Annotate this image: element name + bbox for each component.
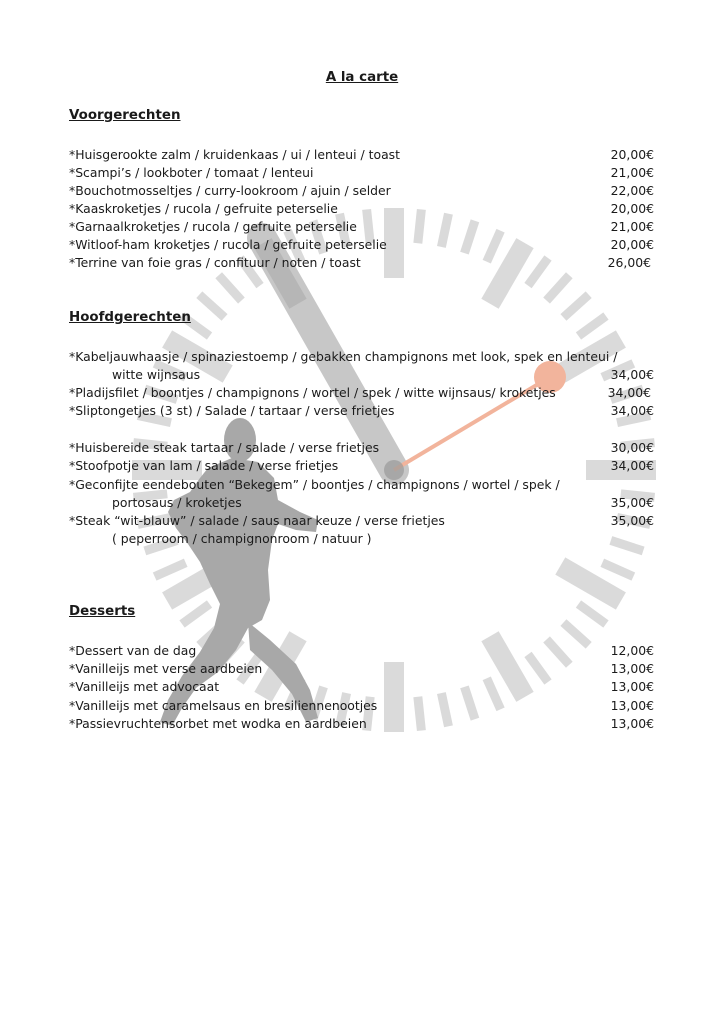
dish-name: *Dessert van de dag — [69, 643, 197, 658]
dish-price: 20,00€ — [610, 237, 654, 252]
minute-tick — [182, 604, 210, 624]
section-heading-voorgerechten: Voorgerechten — [69, 108, 181, 123]
section-heading-desserts: Desserts — [69, 604, 136, 619]
minute-tick — [602, 563, 633, 577]
dish-name: *Huisbereide steak tartaar / salade / verse frietjes — [69, 440, 380, 455]
dish-name: *Vanilleijs met verse aardbeien — [69, 661, 263, 676]
dish-name: *Stoofpotje van lam / salade / verse frietjes — [69, 458, 339, 473]
minute-tick — [563, 295, 588, 318]
dish-name: *Bouchotmosseltjes / curry-lookroom / ajuin / selder — [69, 183, 391, 198]
dish-name: *Passievruchtensorbet met wodka en aardbeien — [69, 716, 367, 731]
dish-price: 13,00€ — [610, 698, 654, 713]
dish-name: *Garnaalkroketjes / rucola / gefruite peterselie — [69, 219, 357, 234]
minute-tick — [219, 275, 242, 300]
dish-name: *Sliptongetjes (3 st) / Salade / tartaar / verse frietjes — [69, 403, 395, 418]
minute-tick — [418, 209, 422, 243]
dish-name: *Steak “wit-blauw” / salade / saus naar keuze / verse frietjes — [69, 513, 445, 528]
dish-name: *Vanilleijs met advocaat — [69, 679, 220, 694]
dish-price: 35,00€ — [610, 495, 654, 510]
dish-price: 22,00€ — [610, 183, 654, 198]
minute-tick — [563, 623, 588, 646]
minute-tick — [487, 231, 501, 262]
dish-price: 34,00€ — [610, 403, 654, 418]
dish-price: 30,00€ — [610, 440, 654, 455]
minute-tick — [464, 221, 475, 253]
minute-tick — [155, 563, 186, 577]
dish-name: *Witloof-ham kroketjes / rucola / gefruite peterselie — [69, 237, 387, 252]
minute-tick — [199, 295, 224, 318]
dish-price: 34,00€ — [610, 367, 654, 382]
dish-price: 34,00€ — [610, 458, 654, 473]
dish-name-continued: portosaus / kroketjes — [112, 495, 242, 510]
minute-tick — [464, 687, 475, 719]
minute-tick — [487, 678, 501, 709]
dish-price: 13,00€ — [610, 661, 654, 676]
dish-name: *Kabeljauwhaasje / spinaziestoemp / gebakken champignons met look, spek en lenteui / — [69, 349, 618, 364]
dish-price: 34,00€ — [607, 385, 651, 400]
dish-name: *Terrine van foie gras / confituur / noten / toast — [69, 255, 361, 270]
minute-tick — [441, 693, 448, 726]
dish-price: 12,00€ — [610, 643, 654, 658]
minute-tick — [611, 540, 643, 551]
dish-price: 21,00€ — [610, 165, 654, 180]
minute-tick — [528, 654, 548, 682]
dish-name: *Vanilleijs met caramelsaus en bresiliennenootjes — [69, 698, 378, 713]
dish-name: *Kaaskroketjes / rucola / gefruite peterselie — [69, 201, 338, 216]
minute-tick — [418, 697, 422, 731]
section-heading-hoofdgerechten: Hoofdgerechten — [69, 310, 191, 325]
page-title: A la carte — [325, 70, 399, 85]
dish-name: *Pladijsfilet / boontjes / champignons / wortel / spek / witte wijnsaus/ kroketjes — [69, 385, 556, 400]
dish-price: 20,00€ — [610, 201, 654, 216]
dish-name-continued: ( peperroom / champignonroom / natuur ) — [112, 531, 372, 546]
dish-name: *Huisgerookte zalm / kruidenkaas / ui / lenteui / toast — [69, 147, 400, 162]
dish-price: 13,00€ — [610, 679, 654, 694]
dish-price: 13,00€ — [610, 716, 654, 731]
minute-tick — [578, 604, 606, 624]
minute-tick — [547, 639, 570, 664]
minute-tick — [441, 214, 448, 247]
dish-name: *Scampi’s / lookboter / tomaat / lenteui — [69, 165, 314, 180]
minute-tick — [528, 258, 548, 286]
minute-tick — [547, 275, 570, 300]
dish-price: 26,00€ — [607, 255, 651, 270]
dish-name-continued: witte wijnsaus — [112, 367, 201, 382]
dish-price: 35,00€ — [610, 513, 654, 528]
dish-price: 21,00€ — [610, 219, 654, 234]
dish-price: 20,00€ — [610, 147, 654, 162]
dish-name: *Geconfijte eendebouten “Bekegem” / boontjes / champignons / wortel / spek / — [69, 477, 560, 492]
minute-tick — [578, 316, 606, 336]
